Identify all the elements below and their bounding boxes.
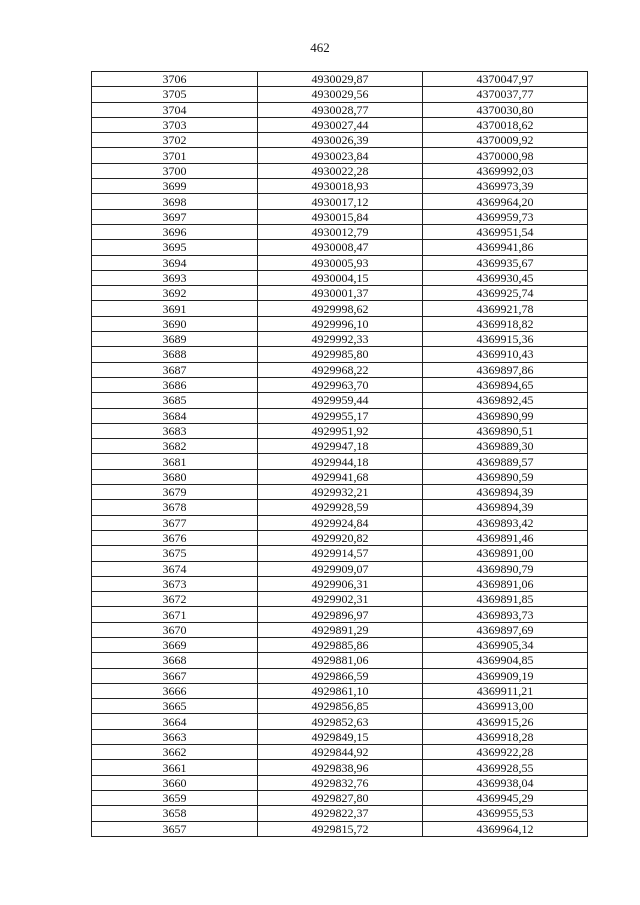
point-number-cell: 3685: [92, 393, 258, 408]
point-number-cell: 3692: [92, 286, 258, 301]
y-coordinate-cell: 4369955,53: [423, 806, 588, 821]
y-coordinate-cell: 4369992,03: [423, 163, 588, 178]
table-row: [92, 179, 588, 194]
point-number-cell: 3673: [92, 576, 258, 591]
point-number-cell: 3674: [92, 561, 258, 576]
x-coordinate-cell: 4929955,17: [258, 408, 423, 423]
y-coordinate-cell: 4369890,51: [423, 423, 588, 438]
table-row: [92, 301, 588, 316]
point-number-cell: 3667: [92, 668, 258, 683]
table-row: [92, 393, 588, 408]
table-row: [92, 729, 588, 744]
table-row: [92, 454, 588, 469]
point-number-cell: 3699: [92, 179, 258, 194]
point-number-cell: 3701: [92, 148, 258, 163]
x-coordinate-cell: 4930023,84: [258, 148, 423, 163]
y-coordinate-cell: 4369918,28: [423, 729, 588, 744]
y-coordinate-cell: 4369922,28: [423, 745, 588, 760]
y-coordinate-cell: 4370030,80: [423, 102, 588, 117]
x-coordinate-cell: 4929920,82: [258, 530, 423, 545]
x-coordinate-cell: 4929881,06: [258, 653, 423, 668]
table-row: [92, 637, 588, 652]
y-coordinate-cell: 4369964,20: [423, 194, 588, 209]
y-coordinate-cell: 4370037,77: [423, 87, 588, 102]
y-coordinate-cell: 4369893,73: [423, 607, 588, 622]
table-row: [92, 653, 588, 668]
x-coordinate-cell: 4929838,96: [258, 760, 423, 775]
y-coordinate-cell: 4370018,62: [423, 117, 588, 132]
point-number-cell: 3697: [92, 209, 258, 224]
point-number-cell: 3695: [92, 240, 258, 255]
point-number-cell: 3689: [92, 332, 258, 347]
table-row: [92, 485, 588, 500]
table-row: [92, 255, 588, 270]
y-coordinate-cell: 4369889,57: [423, 454, 588, 469]
y-coordinate-cell: 4369915,26: [423, 714, 588, 729]
point-number-cell: 3676: [92, 530, 258, 545]
x-coordinate-cell: 4929815,72: [258, 821, 423, 836]
table-row: [92, 332, 588, 347]
x-coordinate-cell: 4930027,44: [258, 117, 423, 132]
x-coordinate-cell: 4929896,97: [258, 607, 423, 622]
y-coordinate-cell: 4369893,42: [423, 515, 588, 530]
y-coordinate-cell: 4369891,06: [423, 576, 588, 591]
y-coordinate-cell: 4369905,34: [423, 637, 588, 652]
table-row: [92, 469, 588, 484]
table-row: [92, 87, 588, 102]
y-coordinate-cell: 4369897,86: [423, 362, 588, 377]
y-coordinate-cell: 4369941,86: [423, 240, 588, 255]
table-row: [92, 530, 588, 545]
point-number-cell: 3666: [92, 683, 258, 698]
x-coordinate-cell: 4930001,37: [258, 286, 423, 301]
table-row: [92, 270, 588, 285]
x-coordinate-cell: 4929822,37: [258, 806, 423, 821]
x-coordinate-cell: 4929844,92: [258, 745, 423, 760]
table-row: [92, 790, 588, 805]
point-number-cell: 3664: [92, 714, 258, 729]
point-number-cell: 3657: [92, 821, 258, 836]
point-number-cell: 3672: [92, 592, 258, 607]
table-row: [92, 806, 588, 821]
point-number-cell: 3661: [92, 760, 258, 775]
table-row: [92, 286, 588, 301]
point-number-cell: 3693: [92, 270, 258, 285]
table-row: [92, 194, 588, 209]
x-coordinate-cell: 4929856,85: [258, 699, 423, 714]
y-coordinate-cell: 4369909,19: [423, 668, 588, 683]
table-row: [92, 133, 588, 148]
y-coordinate-cell: 4369935,67: [423, 255, 588, 270]
x-coordinate-cell: 4929951,92: [258, 423, 423, 438]
table-row: [92, 439, 588, 454]
x-coordinate-cell: 4929849,15: [258, 729, 423, 744]
y-coordinate-cell: 4369915,36: [423, 332, 588, 347]
x-coordinate-cell: 4930012,79: [258, 224, 423, 239]
table-row: [92, 209, 588, 224]
x-coordinate-cell: 4929968,22: [258, 362, 423, 377]
table-row: [92, 148, 588, 163]
x-coordinate-cell: 4929963,70: [258, 377, 423, 392]
y-coordinate-cell: 4369889,30: [423, 439, 588, 454]
table-row: [92, 714, 588, 729]
x-coordinate-cell: 4929992,33: [258, 332, 423, 347]
point-number-cell: 3677: [92, 515, 258, 530]
x-coordinate-cell: 4930004,15: [258, 270, 423, 285]
table-row: [92, 347, 588, 362]
x-coordinate-cell: 4930005,93: [258, 255, 423, 270]
x-coordinate-cell: 4929866,59: [258, 668, 423, 683]
table-row: [92, 607, 588, 622]
x-coordinate-cell: 4930022,28: [258, 163, 423, 178]
point-number-cell: 3662: [92, 745, 258, 760]
point-number-cell: 3702: [92, 133, 258, 148]
y-coordinate-cell: 4369910,43: [423, 347, 588, 362]
point-number-cell: 3681: [92, 454, 258, 469]
point-number-cell: 3665: [92, 699, 258, 714]
y-coordinate-cell: 4369973,39: [423, 179, 588, 194]
y-coordinate-cell: 4369890,79: [423, 561, 588, 576]
table-row: [92, 546, 588, 561]
table-row: [92, 683, 588, 698]
table-row: [92, 102, 588, 117]
table-row: [92, 377, 588, 392]
point-number-cell: 3694: [92, 255, 258, 270]
point-number-cell: 3684: [92, 408, 258, 423]
table-row: [92, 775, 588, 790]
x-coordinate-cell: 4930029,56: [258, 87, 423, 102]
point-number-cell: 3680: [92, 469, 258, 484]
y-coordinate-cell: 4369894,39: [423, 485, 588, 500]
table-row: [92, 362, 588, 377]
x-coordinate-cell: 4929998,62: [258, 301, 423, 316]
y-coordinate-cell: 4369928,55: [423, 760, 588, 775]
y-coordinate-cell: 4369891,46: [423, 530, 588, 545]
table-row: [92, 668, 588, 683]
point-number-cell: 3679: [92, 485, 258, 500]
x-coordinate-cell: 4929902,31: [258, 592, 423, 607]
x-coordinate-cell: 4929924,84: [258, 515, 423, 530]
point-number-cell: 3686: [92, 377, 258, 392]
y-coordinate-cell: 4369964,12: [423, 821, 588, 836]
table-row: [92, 72, 588, 87]
point-number-cell: 3690: [92, 316, 258, 331]
point-number-cell: 3678: [92, 500, 258, 515]
table-row: [92, 515, 588, 530]
y-coordinate-cell: 4369945,29: [423, 790, 588, 805]
point-number-cell: 3675: [92, 546, 258, 561]
y-coordinate-cell: 4370009,92: [423, 133, 588, 148]
table-row: [92, 224, 588, 239]
x-coordinate-cell: 4930018,93: [258, 179, 423, 194]
x-coordinate-cell: 4929909,07: [258, 561, 423, 576]
x-coordinate-cell: 4929832,76: [258, 775, 423, 790]
x-coordinate-cell: 4930029,87: [258, 72, 423, 87]
coordinates-table: [91, 71, 588, 837]
table-row: [92, 592, 588, 607]
x-coordinate-cell: 4930008,47: [258, 240, 423, 255]
x-coordinate-cell: 4929947,18: [258, 439, 423, 454]
point-number-cell: 3691: [92, 301, 258, 316]
table-row: [92, 760, 588, 775]
y-coordinate-cell: 4369894,39: [423, 500, 588, 515]
point-number-cell: 3663: [92, 729, 258, 744]
y-coordinate-cell: 4369894,65: [423, 377, 588, 392]
table-row: [92, 821, 588, 836]
y-coordinate-cell: 4369890,59: [423, 469, 588, 484]
y-coordinate-cell: 4369913,00: [423, 699, 588, 714]
y-coordinate-cell: 4369959,73: [423, 209, 588, 224]
point-number-cell: 3658: [92, 806, 258, 821]
y-coordinate-cell: 4369890,99: [423, 408, 588, 423]
y-coordinate-cell: 4369925,74: [423, 286, 588, 301]
x-coordinate-cell: 4929891,29: [258, 622, 423, 637]
y-coordinate-cell: 4369951,54: [423, 224, 588, 239]
x-coordinate-cell: 4929914,57: [258, 546, 423, 561]
point-number-cell: 3687: [92, 362, 258, 377]
point-number-cell: 3660: [92, 775, 258, 790]
x-coordinate-cell: 4929827,80: [258, 790, 423, 805]
y-coordinate-cell: 4369892,45: [423, 393, 588, 408]
x-coordinate-cell: 4929928,59: [258, 500, 423, 515]
y-coordinate-cell: 4370047,97: [423, 72, 588, 87]
point-number-cell: 3705: [92, 87, 258, 102]
table-row: [92, 576, 588, 591]
y-coordinate-cell: 4369911,21: [423, 683, 588, 698]
x-coordinate-cell: 4929959,44: [258, 393, 423, 408]
table-row: [92, 561, 588, 576]
point-number-cell: 3683: [92, 423, 258, 438]
point-number-cell: 3703: [92, 117, 258, 132]
y-coordinate-cell: 4369891,85: [423, 592, 588, 607]
x-coordinate-cell: 4930026,39: [258, 133, 423, 148]
x-coordinate-cell: 4929861,10: [258, 683, 423, 698]
point-number-cell: 3671: [92, 607, 258, 622]
point-number-cell: 3698: [92, 194, 258, 209]
point-number-cell: 3706: [92, 72, 258, 87]
x-coordinate-cell: 4929906,31: [258, 576, 423, 591]
x-coordinate-cell: 4930017,12: [258, 194, 423, 209]
point-number-cell: 3704: [92, 102, 258, 117]
coordinates-table-body: [92, 72, 588, 837]
x-coordinate-cell: 4929985,80: [258, 347, 423, 362]
y-coordinate-cell: 4369921,78: [423, 301, 588, 316]
point-number-cell: 3696: [92, 224, 258, 239]
y-coordinate-cell: 4369897,69: [423, 622, 588, 637]
table-row: [92, 240, 588, 255]
table-row: [92, 500, 588, 515]
table-row: [92, 163, 588, 178]
point-number-cell: 3659: [92, 790, 258, 805]
table-row: [92, 117, 588, 132]
point-number-cell: 3688: [92, 347, 258, 362]
y-coordinate-cell: 4369918,82: [423, 316, 588, 331]
point-number-cell: 3670: [92, 622, 258, 637]
table-row: [92, 745, 588, 760]
x-coordinate-cell: 4929996,10: [258, 316, 423, 331]
x-coordinate-cell: 4929941,68: [258, 469, 423, 484]
y-coordinate-cell: 4369938,04: [423, 775, 588, 790]
y-coordinate-cell: 4369904,85: [423, 653, 588, 668]
point-number-cell: 3700: [92, 163, 258, 178]
y-coordinate-cell: 4370000,98: [423, 148, 588, 163]
y-coordinate-cell: 4369930,45: [423, 270, 588, 285]
x-coordinate-cell: 4930028,77: [258, 102, 423, 117]
table-row: [92, 408, 588, 423]
point-number-cell: 3669: [92, 637, 258, 652]
table-row: [92, 316, 588, 331]
table-row: [92, 622, 588, 637]
x-coordinate-cell: 4930015,84: [258, 209, 423, 224]
point-number-cell: 3668: [92, 653, 258, 668]
x-coordinate-cell: 4929885,86: [258, 637, 423, 652]
x-coordinate-cell: 4929932,21: [258, 485, 423, 500]
y-coordinate-cell: 4369891,00: [423, 546, 588, 561]
table-row: [92, 699, 588, 714]
x-coordinate-cell: 4929944,18: [258, 454, 423, 469]
x-coordinate-cell: 4929852,63: [258, 714, 423, 729]
table-row: [92, 423, 588, 438]
point-number-cell: 3682: [92, 439, 258, 454]
page-number: 462: [310, 40, 330, 55]
